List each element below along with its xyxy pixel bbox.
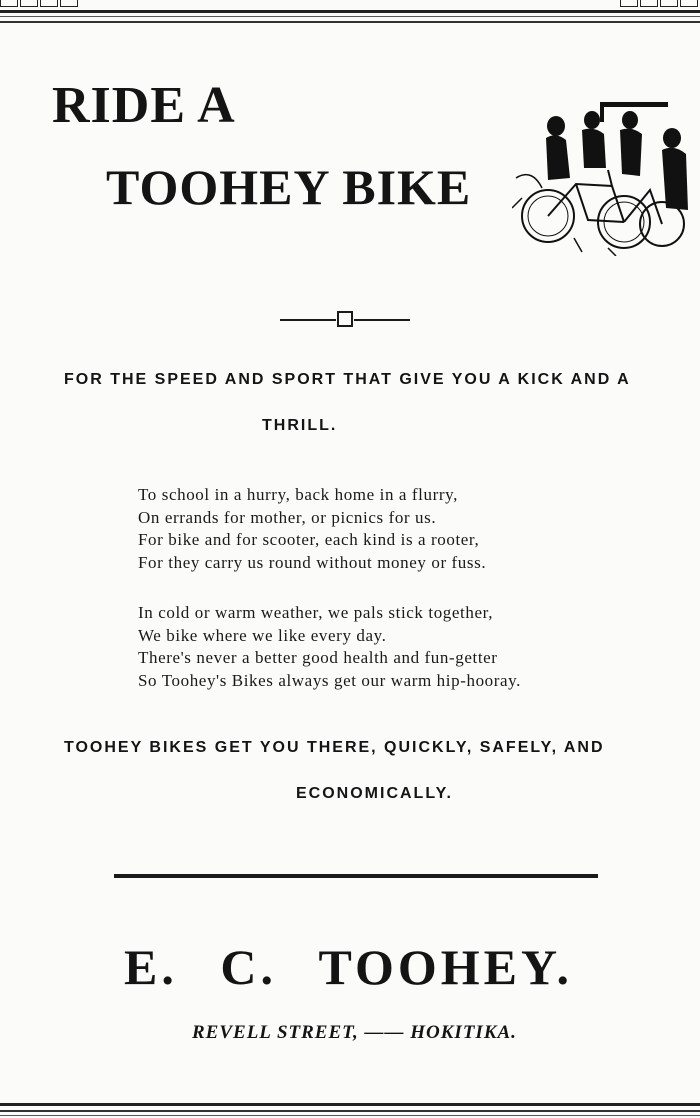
slogan-line-1: TOOHEY BIKES GET YOU THERE, QUICKLY, SAFELY, AND <box>64 739 605 756</box>
verse-line: So Toohey's Bikes always get our warm hip-hooray. <box>138 670 522 690</box>
cyclists-illustration-icon <box>512 98 694 256</box>
advertiser-address: REVELL STREET, —— HOKITIKA. <box>192 1022 517 1043</box>
verse-line: To school in a hurry, back home in a flurry, <box>138 485 458 504</box>
bottom-rule <box>0 1103 700 1106</box>
headline-line-1: RIDE A <box>52 77 236 134</box>
bottom-rule-thin <box>0 1115 700 1116</box>
frame-corner-right <box>620 0 700 8</box>
frame-corner-left <box>0 0 80 8</box>
advertiser-name: E. C. TOOHEY. <box>124 939 574 995</box>
top-rule-lower <box>0 21 700 23</box>
verse-line: We bike where we like every day. <box>138 625 387 645</box>
verse-line: For bike and for scooter, each kind is a rooter, <box>138 530 480 550</box>
verse-stanza-2 <box>138 602 521 692</box>
top-rule-thin <box>0 16 700 17</box>
verse-stanza-1 <box>138 484 486 574</box>
verse-line: On errands for mother, or picnics for us. <box>138 507 437 527</box>
headline-line-2: TOOHEY BIKE <box>106 159 472 215</box>
verse-line: For they carry us round without money or fuss. <box>138 552 487 572</box>
divider-ornament <box>280 308 410 332</box>
tagline-line-1: FOR THE SPEED AND SPORT THAT GIVE YOU A KICK AND A <box>64 371 631 388</box>
top-rule <box>0 10 700 13</box>
slogan-line-2: ECONOMICALLY. <box>296 785 453 802</box>
verse-line: In cold or warm weather, we pals stick together, <box>138 603 494 622</box>
verse-line: There's never a better good health and fun-getter <box>138 648 498 668</box>
section-divider <box>114 874 598 878</box>
tagline-line-2: THRILL. <box>262 417 338 434</box>
bottom-rule-lower <box>0 1110 700 1112</box>
